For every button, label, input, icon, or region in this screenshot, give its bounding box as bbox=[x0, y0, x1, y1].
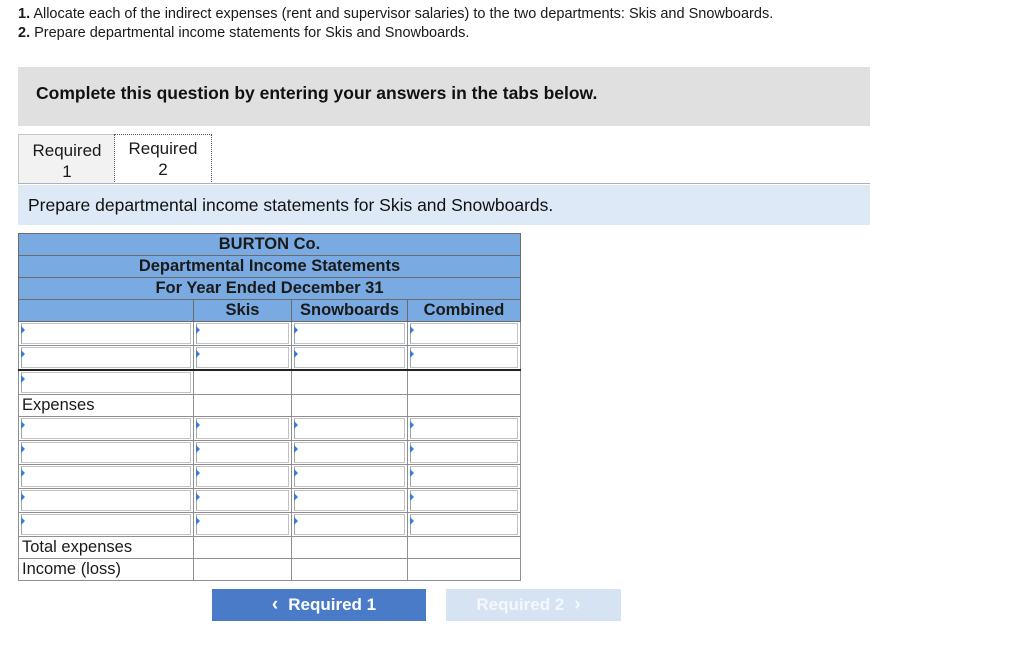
chevron-right-icon: › bbox=[574, 594, 581, 615]
skis-input[interactable] bbox=[196, 442, 289, 463]
instruction-2: 2. Prepare departmental income statements for Skis and Snowboards. bbox=[18, 25, 470, 41]
skis-input[interactable] bbox=[196, 347, 289, 368]
skis-income-loss bbox=[194, 559, 292, 581]
instructions-banner bbox=[18, 67, 870, 126]
banner-text: Complete this question by entering your answers in the tabs below. bbox=[36, 83, 598, 103]
snowboards-input[interactable] bbox=[294, 418, 405, 439]
expense-label-input[interactable] bbox=[21, 514, 191, 535]
snowboards-input[interactable] bbox=[294, 490, 405, 511]
row-label-input[interactable] bbox=[21, 372, 191, 393]
prompt-text: Prepare departmental income statements for Skis and Snowboards. bbox=[28, 195, 554, 215]
column-header-snowboards: Snowboards bbox=[292, 300, 408, 322]
company-name: BURTON Co. bbox=[19, 234, 521, 256]
empty-cell bbox=[292, 395, 408, 417]
snowboards-total-cell bbox=[292, 370, 408, 395]
row-label-input[interactable] bbox=[21, 347, 191, 368]
total-expenses-label: Total expenses bbox=[19, 537, 194, 559]
combined-input[interactable] bbox=[410, 514, 518, 535]
chevron-left-icon: ‹ bbox=[271, 594, 279, 615]
column-header-skis: Skis bbox=[194, 300, 292, 322]
expenses-label: Expenses bbox=[19, 395, 194, 417]
skis-input[interactable] bbox=[196, 323, 289, 344]
tab-required-1[interactable] bbox=[18, 134, 116, 183]
tab-label-line1: Required bbox=[128, 139, 198, 158]
skis-total-cell bbox=[194, 370, 292, 395]
tab-label-line1: Required bbox=[32, 141, 102, 160]
snowboards-total-expenses bbox=[292, 537, 408, 559]
question-prompt bbox=[18, 185, 870, 225]
snowboards-input[interactable] bbox=[294, 323, 405, 344]
combined-input[interactable] bbox=[410, 466, 518, 487]
income-statement-table bbox=[18, 233, 521, 581]
combined-input[interactable] bbox=[410, 418, 518, 439]
next-required-2-button[interactable] bbox=[446, 589, 621, 621]
next-button-label: Required 2 bbox=[476, 595, 565, 614]
prev-button-label: Required 1 bbox=[288, 595, 377, 614]
skis-total-expenses bbox=[194, 537, 292, 559]
prev-required-1-button[interactable] bbox=[212, 589, 426, 621]
tab-divider bbox=[18, 183, 870, 184]
column-header-combined: Combined bbox=[408, 300, 521, 322]
combined-income-loss bbox=[408, 559, 521, 581]
combined-input[interactable] bbox=[410, 323, 518, 344]
combined-total-expenses bbox=[408, 537, 521, 559]
statement-title: Departmental Income Statements bbox=[19, 256, 521, 278]
row-label-input[interactable] bbox=[21, 323, 191, 344]
income-loss-label: Income (loss) bbox=[19, 559, 194, 581]
skis-input[interactable] bbox=[196, 490, 289, 511]
combined-input[interactable] bbox=[410, 442, 518, 463]
snowboards-income-loss bbox=[292, 559, 408, 581]
statement-period: For Year Ended December 31 bbox=[19, 278, 521, 300]
empty-cell bbox=[194, 395, 292, 417]
expense-label-input[interactable] bbox=[21, 466, 191, 487]
combined-input[interactable] bbox=[410, 347, 518, 368]
tab-label-line2: 2 bbox=[158, 160, 168, 179]
snowboards-input[interactable] bbox=[294, 466, 405, 487]
expense-label-input[interactable] bbox=[21, 490, 191, 511]
skis-input[interactable] bbox=[196, 514, 289, 535]
expense-label-input[interactable] bbox=[21, 442, 191, 463]
instructions bbox=[18, 5, 773, 43]
combined-total-cell bbox=[408, 370, 521, 395]
skis-input[interactable] bbox=[196, 466, 289, 487]
tab-required-2[interactable] bbox=[114, 134, 212, 184]
snowboards-input[interactable] bbox=[294, 514, 405, 535]
tab-label-line2: 1 bbox=[62, 162, 72, 181]
snowboards-input[interactable] bbox=[294, 347, 405, 368]
empty-cell bbox=[408, 395, 521, 417]
skis-input[interactable] bbox=[196, 418, 289, 439]
expense-label-input[interactable] bbox=[21, 418, 191, 439]
instruction-1: 1. Allocate each of the indirect expenses (rent and supervisor salaries) to the two departments: Skis and Snowboards. bbox=[18, 6, 774, 22]
combined-input[interactable] bbox=[410, 490, 518, 511]
header-blank bbox=[19, 300, 194, 322]
snowboards-input[interactable] bbox=[294, 442, 405, 463]
